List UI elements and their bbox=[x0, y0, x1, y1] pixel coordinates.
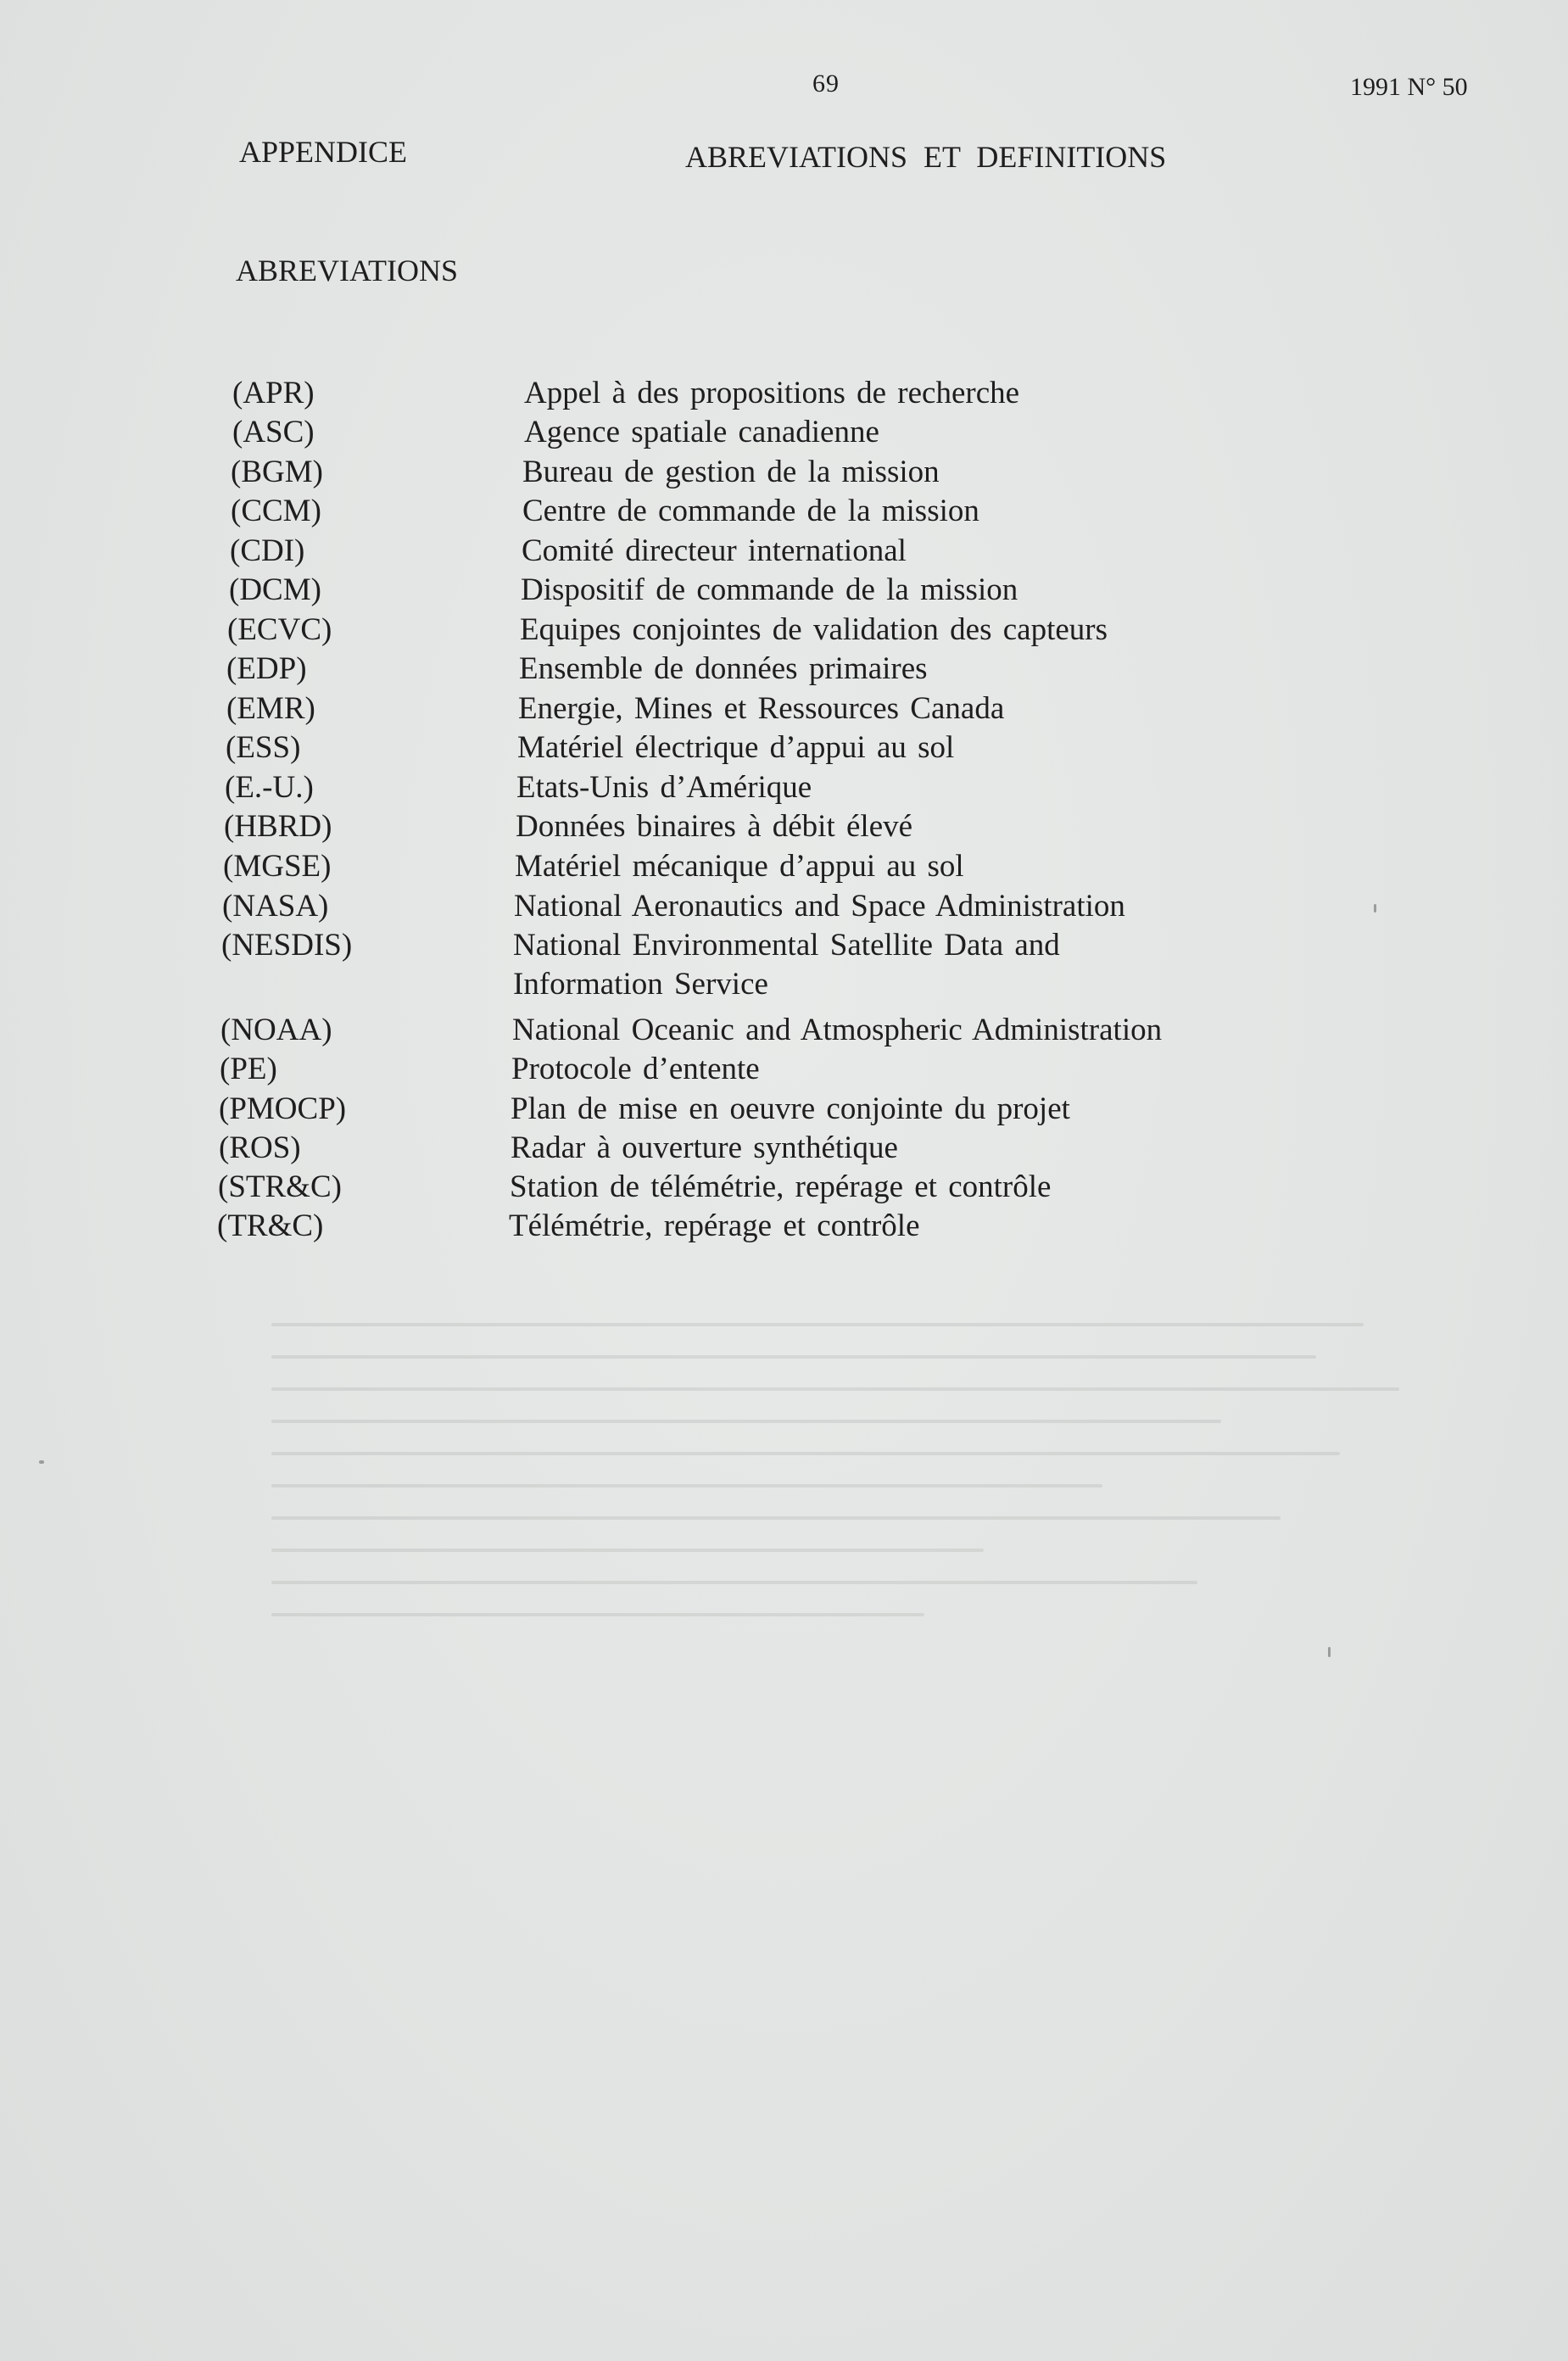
description-line: Appel à des propositions de recherche bbox=[524, 376, 1020, 410]
abbreviation-description bbox=[511, 1050, 760, 1089]
abbreviation-code: (STR&C) bbox=[218, 1169, 342, 1204]
issue-number: 1991 N° 50 bbox=[1350, 73, 1468, 101]
abbreviation-code: (ROS) bbox=[219, 1130, 301, 1165]
abbreviation-code: (PMOCP) bbox=[219, 1091, 347, 1126]
bleed-through-texture bbox=[271, 1323, 1459, 1696]
abbreviation-description bbox=[520, 611, 1108, 650]
abbreviation-code: (HBRD) bbox=[224, 809, 332, 844]
description-line: Bureau de gestion de la mission bbox=[522, 455, 940, 489]
appendix-label: APPENDICE bbox=[239, 135, 408, 169]
page-speck bbox=[39, 1460, 44, 1464]
abbreviation-description bbox=[522, 453, 940, 492]
description-line: Matériel électrique d’appui au sol bbox=[517, 730, 955, 765]
abbreviation-code: (ECVC) bbox=[227, 612, 332, 647]
abbreviation-description bbox=[516, 768, 812, 807]
abbreviation-code: (CDI) bbox=[230, 533, 305, 568]
abbreviation-code: (ESS) bbox=[226, 730, 301, 765]
abbreviation-code: (NASA) bbox=[222, 889, 329, 924]
description-line: Radar à ouverture synthétique bbox=[511, 1130, 898, 1165]
description-line: National Environmental Satellite Data and bbox=[513, 928, 1060, 963]
abbreviation-description bbox=[510, 1168, 1051, 1207]
abbreviation-code: (BGM) bbox=[231, 455, 323, 489]
abbreviation-code: (EDP) bbox=[226, 651, 307, 686]
description-line: Etats-Unis d’Amérique bbox=[516, 770, 812, 805]
abbreviation-code: (MGSE) bbox=[223, 849, 332, 884]
abbreviation-description bbox=[524, 413, 879, 452]
abbreviation-code: (NESDIS) bbox=[221, 928, 353, 963]
abbreviation-description bbox=[516, 807, 912, 846]
description-line: Télémétrie, repérage et contrôle bbox=[509, 1208, 920, 1243]
abbreviation-code: (EMR) bbox=[226, 691, 315, 726]
abbreviation-code: (ASC) bbox=[232, 415, 315, 449]
description-line: Matériel mécanique d’appui au sol bbox=[515, 849, 964, 884]
abbreviation-description bbox=[515, 847, 964, 886]
abbreviation-description bbox=[511, 1129, 898, 1168]
description-line: Station de télémétrie, repérage et contrôle bbox=[510, 1169, 1052, 1204]
description-line: Données binaires à débit élevé bbox=[516, 809, 913, 844]
abbreviation-description bbox=[521, 571, 1018, 610]
page-speck bbox=[1374, 904, 1376, 913]
description-line: National Oceanic and Atmospheric Administration bbox=[512, 1013, 1163, 1047]
abbreviation-description bbox=[514, 887, 1125, 926]
description-line: National Aeronautics and Space Administration bbox=[514, 889, 1125, 924]
section-title: ABREVIATIONS bbox=[236, 254, 459, 287]
description-line: Plan de mise en oeuvre conjointe du projet bbox=[511, 1091, 1070, 1126]
appendix-title: ABREVIATIONS ET DEFINITIONS bbox=[685, 140, 1167, 174]
abbreviation-code: (CCM) bbox=[231, 494, 321, 528]
abbreviation-description bbox=[512, 1011, 1162, 1050]
abbreviation-code: (DCM) bbox=[229, 572, 321, 607]
abbreviation-code: (APR) bbox=[232, 376, 315, 410]
abbreviation-description bbox=[518, 689, 1004, 728]
abbreviation-description bbox=[522, 492, 979, 531]
abbreviation-code: (TR&C) bbox=[217, 1208, 324, 1243]
page-number: 69 bbox=[812, 70, 840, 98]
abbreviation-code: (PE) bbox=[220, 1052, 277, 1086]
abbreviation-description bbox=[509, 1207, 920, 1246]
abbreviation-description bbox=[511, 1090, 1070, 1129]
description-line: Centre de commande de la mission bbox=[522, 494, 979, 528]
abbreviation-description bbox=[524, 374, 1019, 413]
description-line: Agence spatiale canadienne bbox=[524, 415, 879, 449]
abbreviation-code: (NOAA) bbox=[220, 1013, 332, 1047]
description-line: Protocole d’entente bbox=[511, 1052, 760, 1086]
abbreviation-description bbox=[519, 650, 928, 689]
description-line: Dispositif de commande de la mission bbox=[521, 572, 1018, 607]
abbreviation-description bbox=[517, 728, 954, 767]
description-line: Equipes conjointes de validation des capteurs bbox=[520, 612, 1108, 647]
description-line: Energie, Mines et Ressources Canada bbox=[518, 691, 1005, 726]
abbreviation-description bbox=[522, 532, 907, 571]
abbreviation-code: (E.-U.) bbox=[225, 770, 314, 805]
description-line: Ensemble de données primaires bbox=[519, 651, 928, 686]
abbreviation-description bbox=[513, 926, 1060, 1004]
description-line: Comité directeur international bbox=[522, 533, 907, 568]
description-line: Information Service bbox=[513, 967, 768, 1002]
page-speck bbox=[1328, 1647, 1331, 1657]
